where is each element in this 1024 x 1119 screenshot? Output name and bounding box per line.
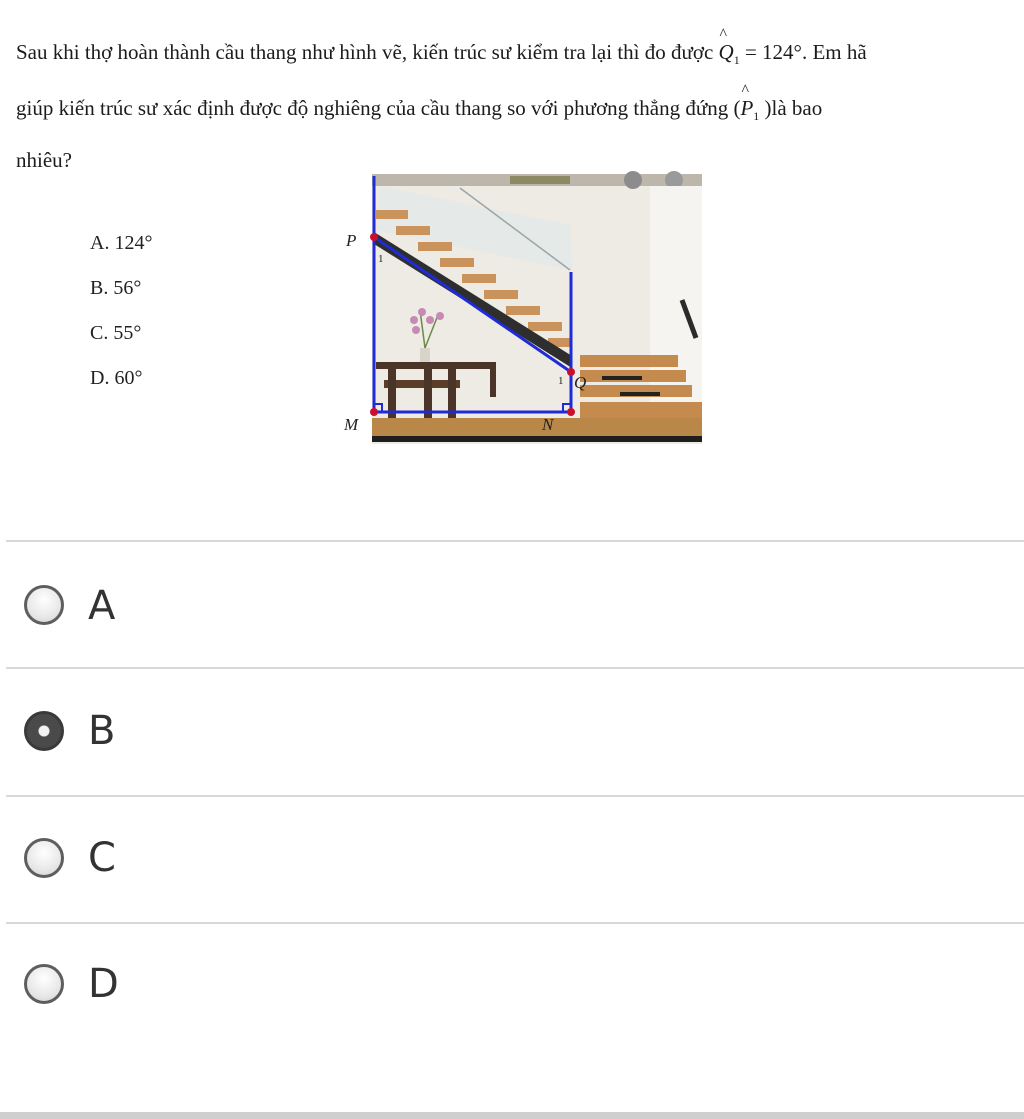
label-q: Q: [574, 373, 587, 392]
question-line-2: giúp kiến trúc sư xác định được độ nghiêng của cầu thang so với phương thẳng đứng (^ $P_1$ )là bao: [16, 96, 822, 124]
label-angle-p1: 1: [378, 253, 384, 265]
answer-choice-d[interactable]: [0, 924, 1024, 1050]
option-b: B. 56°: [90, 277, 142, 299]
answer-label-b: B: [88, 708, 116, 754]
option-d: D. 60°: [90, 367, 143, 389]
point-n: [567, 408, 575, 416]
radio-button-c[interactable]: [24, 838, 64, 878]
answer-choice-a[interactable]: [0, 542, 1024, 668]
bottom-scroll-edge: [0, 1112, 1024, 1119]
point-p: [370, 233, 378, 241]
option-c: C. 55°: [90, 322, 142, 344]
label-m: M: [344, 415, 359, 434]
point-m: [370, 408, 378, 416]
wood-floor: [372, 418, 702, 438]
ceiling-picture: [510, 176, 570, 184]
question-line-3: nhiêu?: [16, 148, 72, 172]
answer-choice-c[interactable]: [0, 797, 1024, 923]
ceiling-light: [624, 171, 642, 189]
answer-label-a: A: [88, 583, 116, 629]
side-table-top: [376, 362, 496, 369]
answer-label-c: C: [88, 835, 116, 881]
staircase-diagram: [340, 170, 705, 445]
radio-button-a[interactable]: [24, 585, 64, 625]
label-n: N: [542, 415, 554, 434]
angle-p1: ^ $P_1$: [740, 96, 759, 120]
question-line-1: Sau khi thợ hoàn thành cầu thang như hình vẽ, kiến trúc sư kiểm tra lại thì đo được ^ $Q_1 = 124^\circ$. Em hã: [16, 40, 867, 68]
label-angle-q1: 1: [558, 375, 564, 387]
angle-q1: ^ $Q_1$: [719, 40, 740, 64]
vase: [420, 348, 430, 362]
radio-button-d[interactable]: [24, 964, 64, 1004]
radio-button-b[interactable]: [24, 711, 64, 751]
label-p: P: [346, 231, 357, 250]
answer-label-d: D: [88, 961, 119, 1007]
floor-edge: [372, 436, 702, 442]
option-a: A. 124°: [90, 232, 153, 254]
answer-choice-b[interactable]: [0, 669, 1024, 795]
staircase-figure: [340, 170, 705, 445]
